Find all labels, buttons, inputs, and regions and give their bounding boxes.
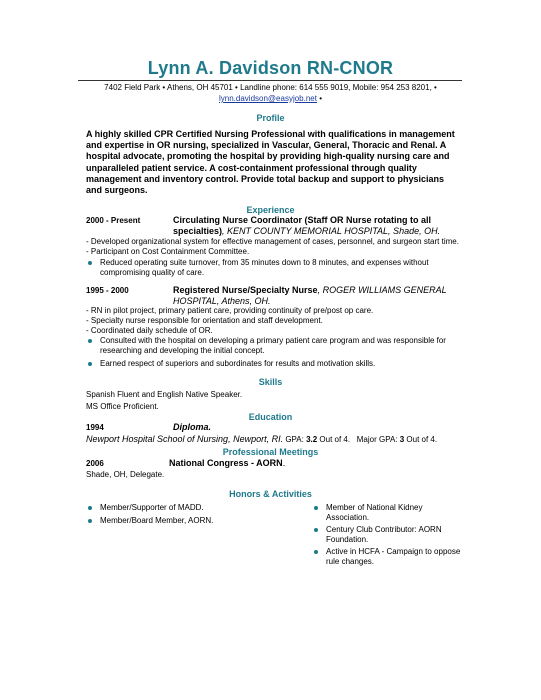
job-2-title-block — [173, 285, 458, 307]
education-year: 1994 — [86, 423, 104, 432]
job-2-duty: - Specialty nurse responsible for orientation and staff development. — [86, 316, 323, 325]
gpa-label: GPA: — [283, 435, 307, 444]
job-2-title: Registered Nurse/Specialty Nurse — [173, 285, 318, 295]
honor-text: Member of National Kidney Association. — [326, 503, 423, 522]
gpa-value: 3.2 — [306, 435, 318, 444]
job-1-duties — [86, 237, 466, 257]
job-2-bullet — [86, 336, 456, 356]
header-rule — [78, 80, 462, 81]
honor-item — [312, 525, 461, 545]
honor-item — [86, 503, 290, 513]
job-1-title-block — [173, 215, 448, 237]
gpa-of: Out of 4. — [317, 435, 351, 444]
job-1-bullet-text: Reduced operating suite turnover, from 35 minutes down to 8 minutes, and expenses without compromising quality of care. — [100, 258, 429, 277]
honor-item — [312, 503, 461, 523]
skills-list — [86, 389, 466, 413]
honor-text: Member/Supporter of MADD. — [100, 503, 204, 512]
contact-line: 7402 Field Park • Athens, OH 45701 • Landline phone: 614 555 9019, Mobile: 954 253 8201, • — [104, 83, 437, 92]
meeting-event-line — [169, 458, 285, 468]
education-school-line — [86, 434, 486, 445]
meetings-heading: Professional Meetings — [222, 447, 319, 457]
profile-heading: Profile — [256, 113, 285, 123]
candidate-name: Lynn A. Davidson RN-CNOR — [147, 58, 394, 78]
job-2-duty: - RN in pilot project, primary patient care, providing continuity of pre/post op care. — [86, 306, 374, 315]
honor-text: Member/Board Member, AORN. — [100, 516, 214, 525]
job-2-duties — [86, 306, 466, 336]
bullet-dot-icon — [88, 362, 92, 366]
major-gpa-of: Out of 4. — [404, 435, 438, 444]
skills-heading: Skills — [258, 377, 283, 387]
major-gpa-value: 3 — [399, 435, 405, 444]
honor-text: Century Club Contributor: AORN Foundation. — [326, 525, 442, 544]
bullet-dot-icon — [88, 506, 92, 510]
bullet-dot-icon — [88, 339, 92, 343]
skill-item: Spanish Fluent and English Native Speaker. — [86, 390, 243, 399]
bullet-dot-icon — [88, 261, 92, 265]
education-school: Newport Hospital School of Nursing, Newport, RI. — [86, 434, 284, 444]
contact-block — [0, 82, 541, 104]
honor-item — [312, 547, 471, 567]
job-1-duty: - Participant on Cost Containment Committee. — [86, 247, 250, 256]
honors-heading: Honors & Activities — [229, 489, 312, 499]
contact-email-line — [0, 93, 541, 104]
meeting-event: National Congress - AORN — [169, 458, 283, 468]
email-suffix: • — [316, 94, 322, 103]
honor-text: Active in HCFA - Campaign to oppose rule changes. — [326, 547, 461, 566]
job-2-bullet-text: Earned respect of superiors and subordinates for results and motivation skills. — [100, 359, 376, 368]
email-link[interactable]: lynn.davidson@easyjob.net — [219, 94, 317, 103]
bullet-dot-icon — [314, 506, 318, 510]
education-degree: Diploma. — [173, 422, 212, 432]
skill-item: MS Office Proficient. — [86, 402, 159, 411]
job-1-employer: , KENT COUNTY MEMORIAL HOSPITAL, Shade, OH. — [222, 226, 441, 236]
profile-text: A highly skilled CPR Certified Nursing Professional with qualifications in management and expertise in OR nursing, specialized in Vascular, General, Thoracic and Renal. A hospital advocate, promoting the hospital by providing high-quality nursing care and unparalleled patient service. A cost-containment professional through quality management and inventory control. Provide total backup and support to physicians and surgeons. — [86, 129, 455, 196]
meeting-location: Shade, OH, Delegate. — [86, 470, 165, 479]
job-2-bullet-text: Consulted with the hospital on developing a primary patient care program and was responsible for researching and developing the initial concept. — [100, 336, 446, 355]
job-1-title: Circulating Nurse Coordinator (Staff OR Nurse rotating to all specialties) — [173, 215, 432, 236]
education-heading: Education — [248, 412, 293, 422]
major-gpa-label: Major GPA: — [350, 435, 400, 444]
bullet-dot-icon — [88, 519, 92, 523]
job-2-duty: - Coordinated daily schedule of OR. — [86, 326, 213, 335]
job-1-duty: - Developed organizational system for effective management of cases, personnel, and surgeon start time. — [86, 237, 459, 246]
bullet-dot-icon — [314, 528, 318, 532]
honor-item — [86, 516, 290, 526]
job-1-dates: 2000 - Present — [86, 216, 141, 225]
job-2-employer: , ROGER WILLIAMS GENERAL HOSPITAL, Athens, OH. — [173, 285, 447, 306]
job-2-bullet — [86, 359, 456, 369]
job-2-dates: 1995 - 2000 — [86, 286, 129, 295]
bullet-dot-icon — [314, 550, 318, 554]
job-1-bullet — [86, 258, 456, 278]
meeting-event-suffix: . — [282, 458, 286, 468]
meeting-year: 2006 — [86, 459, 104, 468]
experience-heading: Experience — [246, 205, 295, 215]
